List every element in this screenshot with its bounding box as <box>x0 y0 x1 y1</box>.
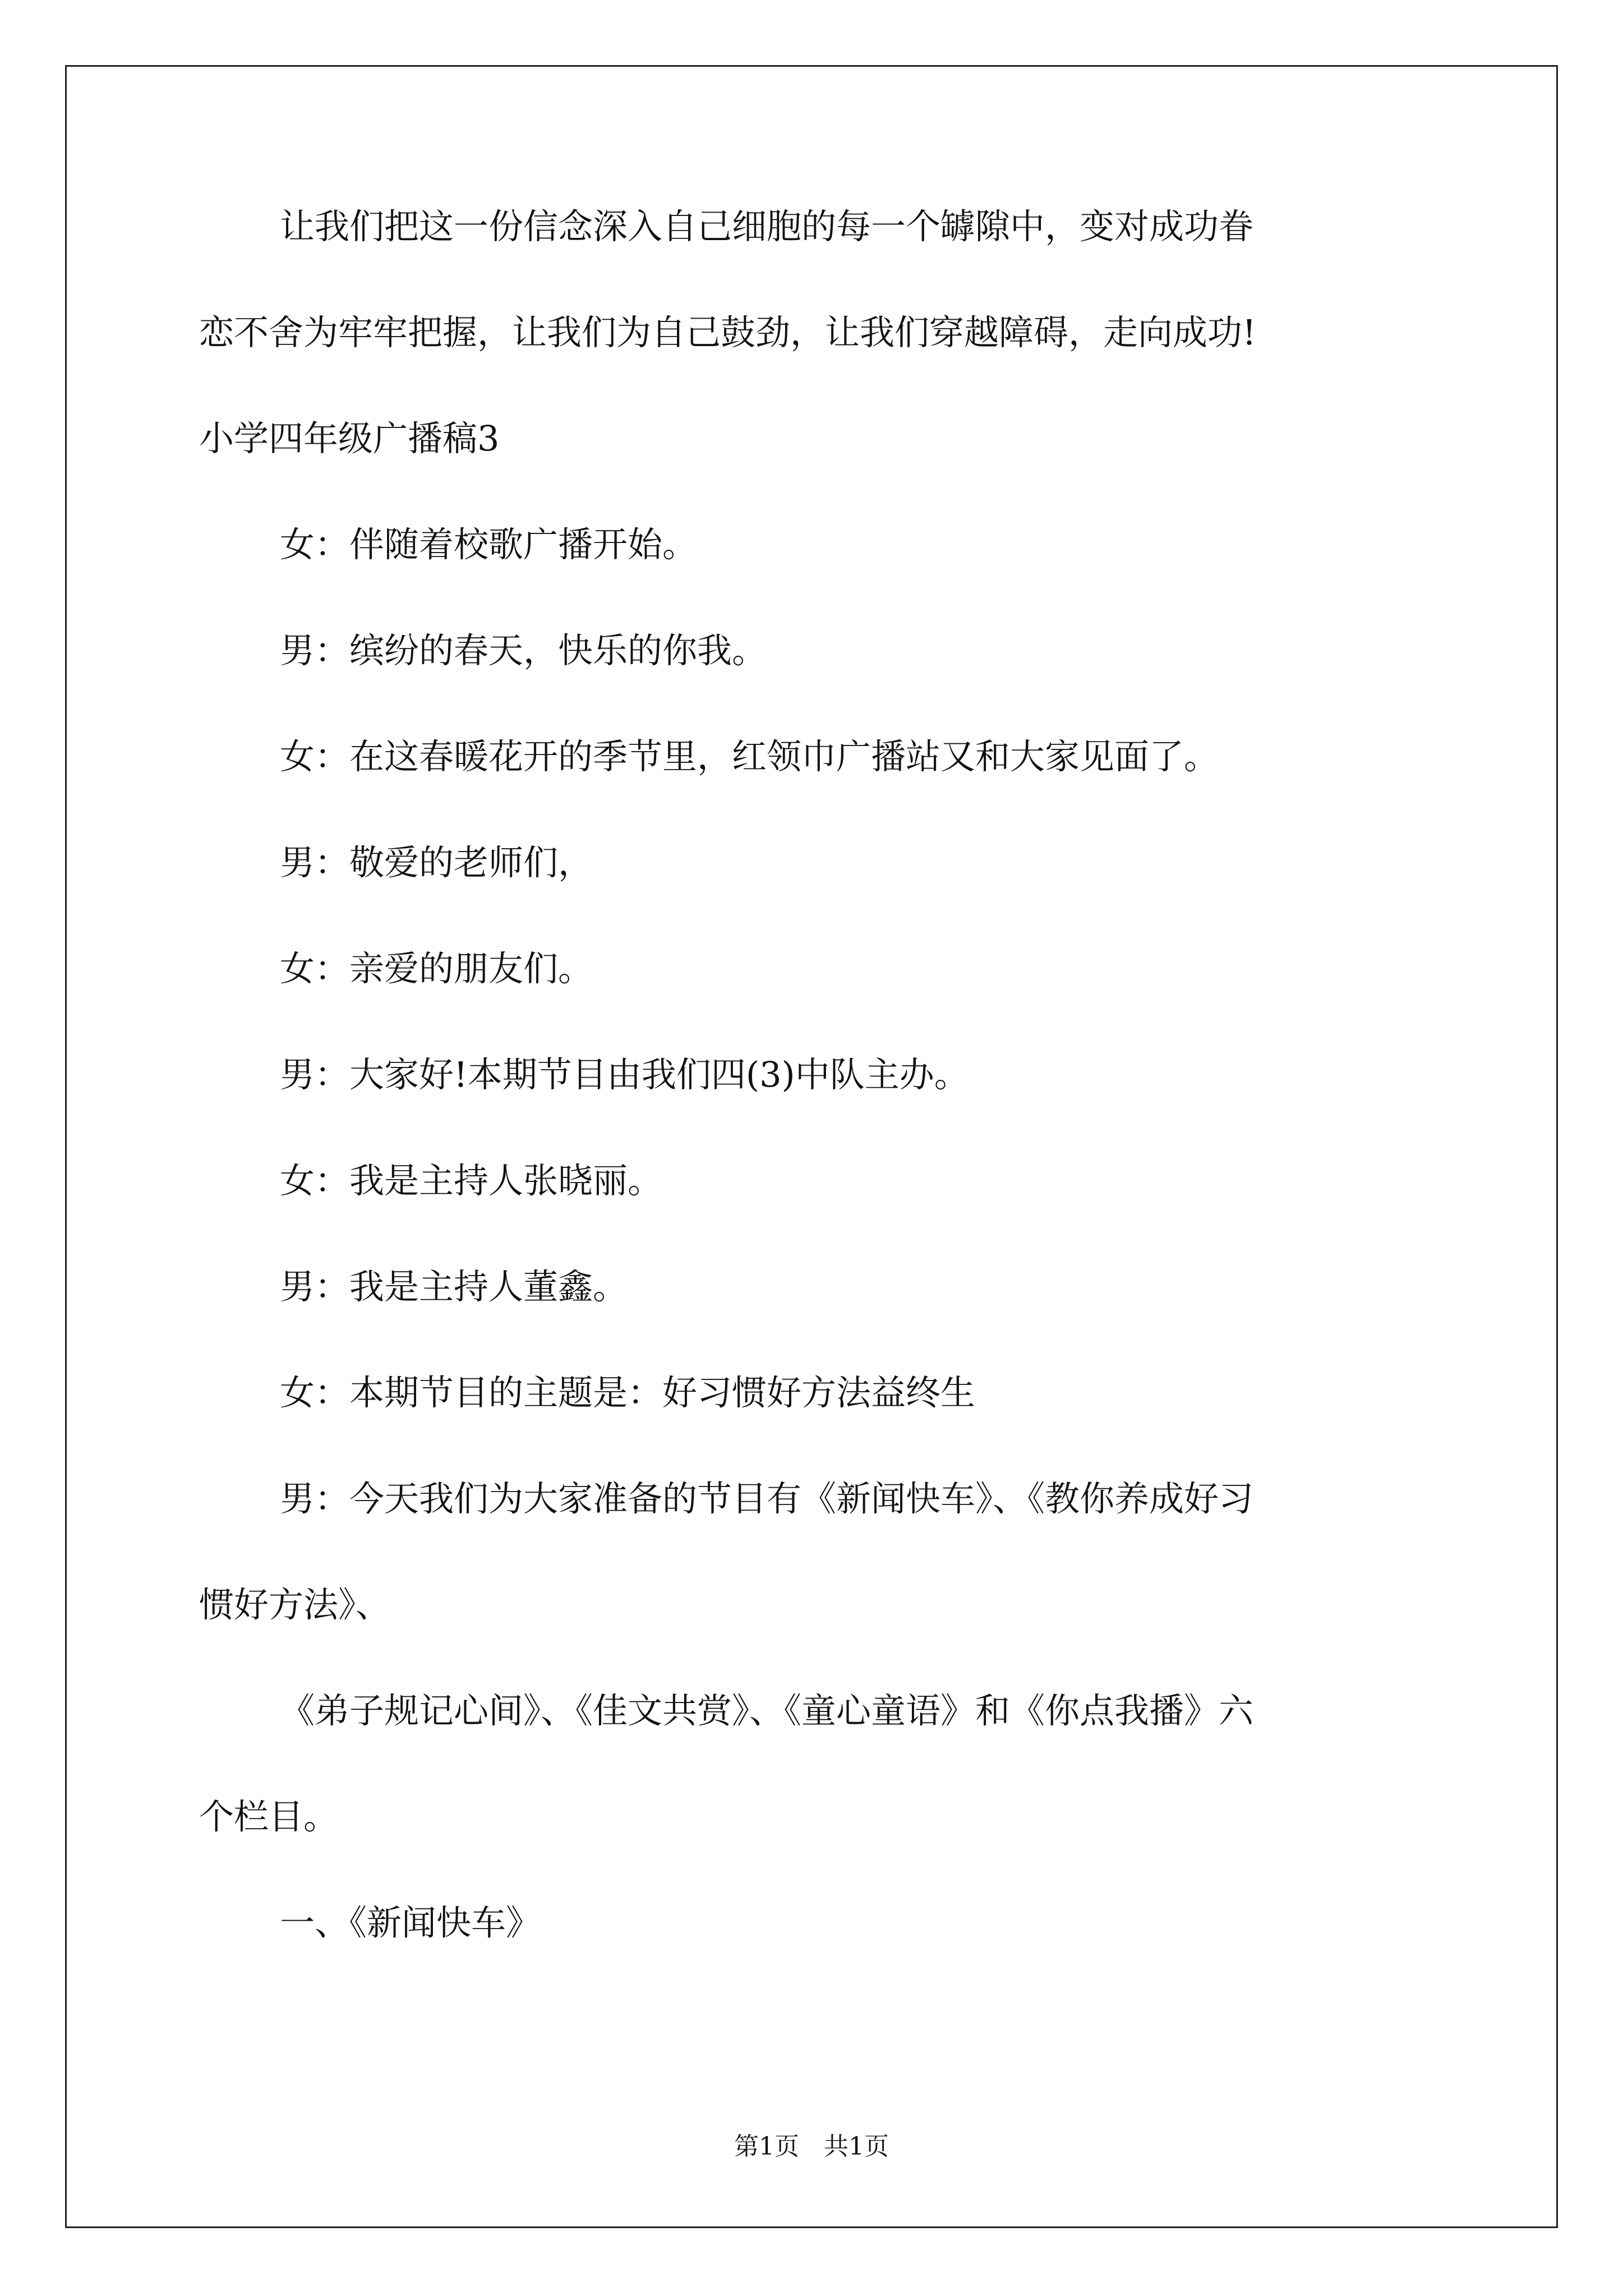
text-line-15: 《弟子规记心间》、《佳文共赏》、《童心童语》和《你点我播》六 <box>280 1690 1254 1731</box>
text-line-16: 个栏目。 <box>199 1796 339 1837</box>
text-line-10: 女：我是主持人张晓丽。 <box>280 1160 663 1201</box>
text-line-17: 一、《新闻快车》 <box>280 1902 541 1943</box>
page-number: 第1页 <box>734 2132 799 2161</box>
text-line-1: 让我们把这一份信念深入自己细胞的每一个罅隙中，变对成功眷 <box>280 206 1254 247</box>
text-line-2: 恋不舍为牢牢把握，让我们为自己鼓劲，让我们穿越障碍，走向成功! <box>199 312 1256 353</box>
text-line-8: 女：亲爱的朋友们。 <box>280 948 593 989</box>
text-line-7: 男：敬爱的老师们， <box>280 842 593 883</box>
text-line-9: 男：大家好!本期节目由我们四(3)中队主办。 <box>280 1054 969 1095</box>
text-line-6: 女：在这春暖花开的季节里，红领巾广播站又和大家见面了。 <box>280 736 1219 777</box>
page-total: 共1页 <box>824 2132 889 2161</box>
text-line-12: 女：本期节目的主题是：好习惯好方法益终生 <box>280 1372 976 1413</box>
text-line-13: 男：今天我们为大家准备的节目有《新闻快车》、《教你养成好习 <box>280 1478 1254 1519</box>
page-footer <box>0 2133 1623 2160</box>
text-line-4: 女：伴随着校歌广播开始。 <box>280 524 698 565</box>
text-line-14: 惯好方法》、 <box>199 1584 391 1625</box>
section-heading: 小学四年级广播稿3 <box>199 418 500 459</box>
text-line-11: 男：我是主持人董鑫。 <box>280 1266 628 1307</box>
text-line-5: 男：缤纷的春天，快乐的你我。 <box>280 630 767 671</box>
